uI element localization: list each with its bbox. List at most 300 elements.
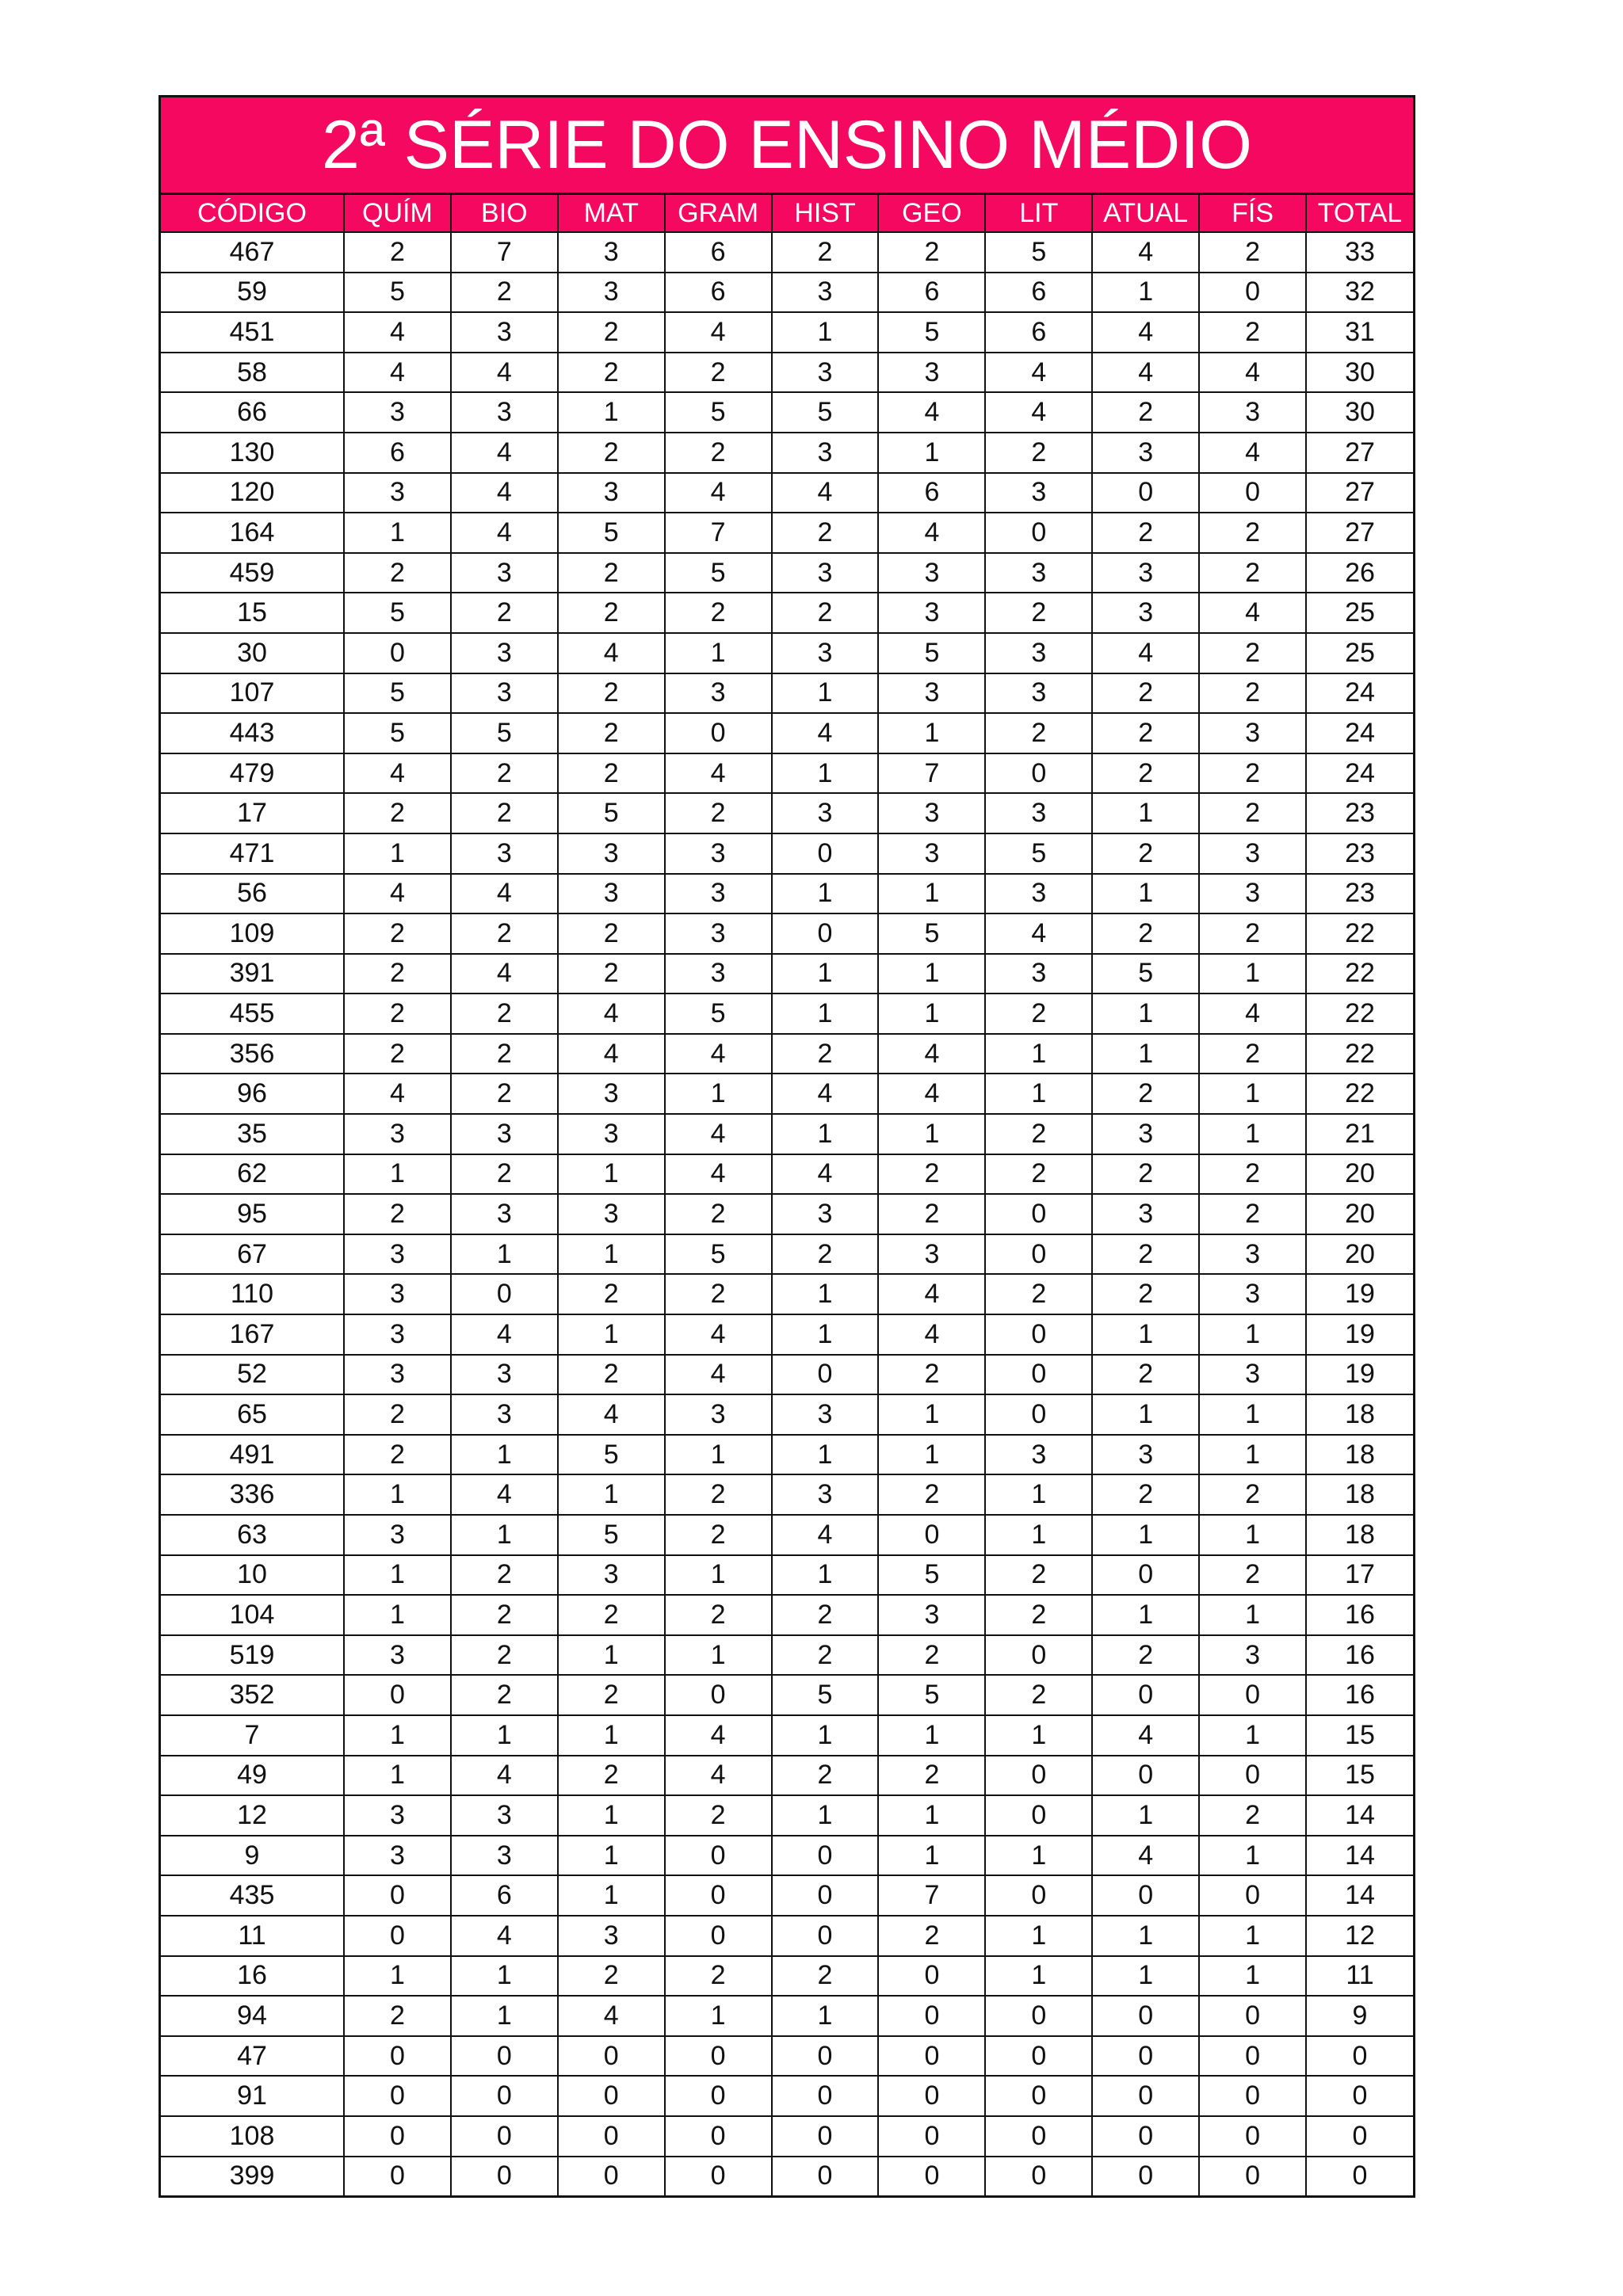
score-cell: 4 <box>878 1274 985 1314</box>
score-cell: 5 <box>344 593 451 633</box>
table-row <box>161 1114 1413 1154</box>
score-cell: 2 <box>1199 1154 1306 1195</box>
score-cell: 2 <box>665 793 772 833</box>
score-cell: 1 <box>344 1555 451 1596</box>
score-cell: 4 <box>878 513 985 553</box>
score-cell: 2 <box>451 1555 558 1596</box>
score-cell: 3 <box>558 473 665 513</box>
score-cell: 3 <box>558 1916 665 1956</box>
score-cell: 1 <box>878 994 985 1034</box>
score-cell: 1 <box>878 1435 985 1475</box>
score-cell: 0 <box>878 1515 985 1555</box>
score-cell: 0 <box>1092 1756 1199 1796</box>
score-cell: 2 <box>558 954 665 994</box>
score-cell: 3 <box>451 312 558 353</box>
score-cell: 16 <box>1306 1595 1413 1635</box>
score-cell: 1 <box>1199 1956 1306 1997</box>
score-cell: 5 <box>878 913 985 954</box>
score-cell: 2 <box>878 1756 985 1796</box>
score-cell: 3 <box>878 353 985 393</box>
column-header: FÍS <box>1199 195 1306 232</box>
score-cell: 3 <box>344 392 451 433</box>
score-cell: 3 <box>344 1836 451 1876</box>
score-cell: 3 <box>451 553 558 593</box>
score-cell: 5 <box>558 793 665 833</box>
score-cell: 1 <box>985 1515 1092 1555</box>
score-cell: 3 <box>1199 713 1306 753</box>
score-cell: 0 <box>1306 2036 1413 2077</box>
score-cell: 0 <box>451 2036 558 2077</box>
score-cell: 2 <box>985 1555 1092 1596</box>
score-cell: 2 <box>985 433 1092 473</box>
score-cell: 3 <box>451 833 558 874</box>
table-row <box>161 1635 1413 1676</box>
score-cell: 2 <box>451 913 558 954</box>
score-cell: 1 <box>344 1154 451 1195</box>
score-cell: 0 <box>1199 273 1306 313</box>
score-cell: 3 <box>451 673 558 714</box>
code-cell: 12 <box>161 1795 344 1836</box>
table-row <box>161 273 1413 313</box>
score-cell: 3 <box>451 1114 558 1154</box>
score-cell: 0 <box>344 2036 451 2077</box>
score-cell: 1 <box>985 1836 1092 1876</box>
table-row <box>161 954 1413 994</box>
score-cell: 16 <box>1306 1635 1413 1676</box>
score-cell: 27 <box>1306 433 1413 473</box>
score-cell: 0 <box>772 1916 879 1956</box>
score-cell: 4 <box>878 1314 985 1355</box>
score-cell: 3 <box>344 1635 451 1676</box>
code-cell: 30 <box>161 633 344 673</box>
score-cell: 2 <box>1199 1555 1306 1596</box>
score-cell: 3 <box>344 473 451 513</box>
score-cell: 2 <box>1092 1474 1199 1515</box>
score-cell: 2 <box>1199 1795 1306 1836</box>
score-cell: 4 <box>558 994 665 1034</box>
score-cell: 2 <box>985 713 1092 753</box>
score-cell: 2 <box>344 1996 451 2036</box>
score-cell: 0 <box>985 1314 1092 1355</box>
score-cell: 1 <box>878 433 985 473</box>
column-header: QUÍM <box>344 195 451 232</box>
score-cell: 6 <box>985 312 1092 353</box>
score-cell: 1 <box>558 1875 665 1916</box>
score-cell: 1 <box>1092 994 1199 1034</box>
score-cell: 18 <box>1306 1515 1413 1555</box>
score-cell: 1 <box>558 1234 665 1275</box>
score-cell: 3 <box>772 1194 879 1234</box>
score-cell: 0 <box>772 2157 879 2196</box>
column-header: CÓDIGO <box>161 195 344 232</box>
score-cell: 3 <box>558 874 665 914</box>
score-cell: 3 <box>878 1595 985 1635</box>
score-cell: 2 <box>1199 1034 1306 1074</box>
score-cell: 5 <box>558 1435 665 1475</box>
score-cell: 1 <box>772 1314 879 1355</box>
score-cell: 3 <box>558 1074 665 1114</box>
score-cell: 2 <box>451 1635 558 1676</box>
score-cell: 4 <box>772 473 879 513</box>
score-cell: 0 <box>558 2036 665 2077</box>
score-cell: 2 <box>1199 232 1306 273</box>
score-cell: 3 <box>1199 1274 1306 1314</box>
score-cell: 0 <box>985 1394 1092 1435</box>
table-row <box>161 1435 1413 1475</box>
score-cell: 3 <box>665 954 772 994</box>
score-cell: 4 <box>1092 312 1199 353</box>
score-cell: 0 <box>878 2157 985 2196</box>
score-cell: 0 <box>772 1875 879 1916</box>
code-cell: 49 <box>161 1756 344 1796</box>
score-cell: 2 <box>985 994 1092 1034</box>
score-cell: 1 <box>878 1114 985 1154</box>
score-cell: 1 <box>451 1996 558 2036</box>
score-cell: 3 <box>772 1474 879 1515</box>
table-row <box>161 1756 1413 1796</box>
score-cell: 3 <box>878 1234 985 1275</box>
score-cell: 3 <box>772 793 879 833</box>
score-cell: 0 <box>665 1875 772 1916</box>
score-cell: 5 <box>344 273 451 313</box>
score-cell: 0 <box>665 713 772 753</box>
score-cell: 4 <box>665 1114 772 1154</box>
score-cell: 3 <box>451 633 558 673</box>
score-cell: 3 <box>772 633 879 673</box>
score-cell: 1 <box>878 1394 985 1435</box>
score-cell: 1 <box>558 1795 665 1836</box>
score-cell: 2 <box>772 232 879 273</box>
score-cell: 3 <box>1092 1435 1199 1475</box>
score-cell: 30 <box>1306 392 1413 433</box>
table-row <box>161 913 1413 954</box>
score-cell: 12 <box>1306 1916 1413 1956</box>
score-cell: 1 <box>772 673 879 714</box>
score-cell: 2 <box>665 1595 772 1635</box>
score-cell: 2 <box>344 1194 451 1234</box>
sheet-title: 2ª SÉRIE DO ENSINO MÉDIO <box>161 97 1413 195</box>
score-cell: 24 <box>1306 713 1413 753</box>
score-cell: 1 <box>878 954 985 994</box>
table-row <box>161 1074 1413 1114</box>
score-cell: 2 <box>878 1916 985 1956</box>
score-cell: 2 <box>1199 1474 1306 1515</box>
code-cell: 63 <box>161 1515 344 1555</box>
score-cell: 3 <box>772 273 879 313</box>
score-cell: 4 <box>558 1034 665 1074</box>
score-cell: 0 <box>985 2157 1092 2196</box>
score-cell: 2 <box>1092 753 1199 794</box>
score-cell: 1 <box>1199 1394 1306 1435</box>
score-cell: 0 <box>1306 2157 1413 2196</box>
score-cell: 22 <box>1306 954 1413 994</box>
score-cell: 0 <box>772 833 879 874</box>
score-cell: 1 <box>1199 1595 1306 1635</box>
score-cell: 2 <box>878 232 985 273</box>
score-cell: 2 <box>558 1595 665 1635</box>
score-cell: 4 <box>1092 633 1199 673</box>
score-cell: 3 <box>1092 433 1199 473</box>
score-cell: 1 <box>558 1635 665 1676</box>
score-cell: 1 <box>558 1474 665 1515</box>
score-cell: 3 <box>558 273 665 313</box>
score-cell: 3 <box>878 593 985 633</box>
code-cell: 108 <box>161 2116 344 2157</box>
score-cell: 1 <box>665 1074 772 1114</box>
score-cell: 1 <box>878 713 985 753</box>
table-row <box>161 232 1413 273</box>
score-cell: 3 <box>451 1355 558 1395</box>
code-cell: 352 <box>161 1675 344 1715</box>
score-cell: 3 <box>665 833 772 874</box>
score-cell: 5 <box>665 392 772 433</box>
score-cell: 2 <box>1199 1194 1306 1234</box>
code-cell: 130 <box>161 433 344 473</box>
score-cell: 5 <box>665 1234 772 1275</box>
score-cell: 2 <box>451 1154 558 1195</box>
score-cell: 4 <box>451 433 558 473</box>
score-cell: 2 <box>985 1114 1092 1154</box>
score-cell: 2 <box>878 1194 985 1234</box>
code-cell: 399 <box>161 2157 344 2196</box>
table-row <box>161 1555 1413 1596</box>
score-cell: 0 <box>1199 1875 1306 1916</box>
score-cell: 1 <box>772 1435 879 1475</box>
score-cell: 0 <box>1092 1675 1199 1715</box>
score-cell: 2 <box>558 1756 665 1796</box>
score-cell: 4 <box>344 753 451 794</box>
score-cell: 4 <box>451 874 558 914</box>
score-cell: 1 <box>985 1474 1092 1515</box>
score-cell: 1 <box>558 1836 665 1876</box>
score-cell: 0 <box>1199 1756 1306 1796</box>
column-header: ATUAL <box>1092 195 1199 232</box>
table-row <box>161 1355 1413 1395</box>
score-cell: 4 <box>451 473 558 513</box>
score-cell: 1 <box>1199 1515 1306 1555</box>
code-cell: 52 <box>161 1355 344 1395</box>
score-cell: 2 <box>344 994 451 1034</box>
score-cell: 2 <box>451 1675 558 1715</box>
score-cell: 4 <box>665 473 772 513</box>
code-cell: 459 <box>161 553 344 593</box>
score-cell: 2 <box>1092 1355 1199 1395</box>
score-cell: 0 <box>1199 1996 1306 2036</box>
code-cell: 451 <box>161 312 344 353</box>
score-cell: 3 <box>772 1394 879 1435</box>
table-row <box>161 593 1413 633</box>
score-cell: 3 <box>451 1194 558 1234</box>
score-cell: 19 <box>1306 1274 1413 1314</box>
score-cell: 4 <box>772 1515 879 1555</box>
score-cell: 4 <box>665 1034 772 1074</box>
score-cell: 2 <box>665 1956 772 1997</box>
score-cell: 1 <box>1199 1836 1306 1876</box>
score-cell: 0 <box>985 1996 1092 2036</box>
score-cell: 0 <box>985 1635 1092 1676</box>
score-cell: 4 <box>1092 232 1199 273</box>
score-cell: 2 <box>451 1034 558 1074</box>
code-cell: 167 <box>161 1314 344 1355</box>
score-cell: 1 <box>772 1996 879 2036</box>
score-cell: 0 <box>558 2157 665 2196</box>
score-cell: 23 <box>1306 874 1413 914</box>
score-cell: 0 <box>1199 473 1306 513</box>
score-cell: 20 <box>1306 1194 1413 1234</box>
score-cell: 1 <box>558 1314 665 1355</box>
score-cell: 7 <box>665 513 772 553</box>
score-cell: 4 <box>665 1756 772 1796</box>
score-cell: 2 <box>1092 1154 1199 1195</box>
score-cell: 3 <box>1092 1114 1199 1154</box>
score-cell: 3 <box>558 1555 665 1596</box>
score-cell: 1 <box>451 1234 558 1275</box>
score-cell: 4 <box>344 874 451 914</box>
table-row <box>161 793 1413 833</box>
code-cell: 491 <box>161 1435 344 1475</box>
score-cell: 0 <box>985 2116 1092 2157</box>
score-cell: 0 <box>1092 2116 1199 2157</box>
code-cell: 107 <box>161 673 344 714</box>
score-cell: 1 <box>1092 1394 1199 1435</box>
score-cell: 0 <box>344 2116 451 2157</box>
table-row <box>161 513 1413 553</box>
score-cell: 1 <box>1199 954 1306 994</box>
score-cell: 2 <box>344 232 451 273</box>
score-cell: 2 <box>558 1956 665 1997</box>
code-cell: 91 <box>161 2076 344 2116</box>
score-cell: 4 <box>1092 353 1199 393</box>
score-cell: 1 <box>1199 1715 1306 1756</box>
code-cell: 455 <box>161 994 344 1034</box>
score-cell: 2 <box>665 1274 772 1314</box>
score-cell: 5 <box>772 392 879 433</box>
table-row <box>161 2157 1413 2196</box>
table-row <box>161 1675 1413 1715</box>
score-cell: 5 <box>985 833 1092 874</box>
score-cell: 1 <box>772 1795 879 1836</box>
table-row <box>161 1836 1413 1876</box>
score-cell: 7 <box>878 1875 985 1916</box>
score-cell: 3 <box>665 1394 772 1435</box>
score-cell: 33 <box>1306 232 1413 273</box>
code-cell: 66 <box>161 392 344 433</box>
code-cell: 519 <box>161 1635 344 1676</box>
score-cell: 0 <box>772 1355 879 1395</box>
score-cell: 0 <box>1199 1675 1306 1715</box>
table-row <box>161 1595 1413 1635</box>
score-cell: 2 <box>1199 673 1306 714</box>
score-cell: 3 <box>772 353 879 393</box>
column-header: GEO <box>878 195 985 232</box>
score-cell: 1 <box>665 1435 772 1475</box>
score-cell: 1 <box>451 1956 558 1997</box>
score-cell: 1 <box>1092 793 1199 833</box>
score-cell: 22 <box>1306 913 1413 954</box>
score-cell: 2 <box>772 1034 879 1074</box>
score-cell: 5 <box>878 1555 985 1596</box>
table-row <box>161 1234 1413 1275</box>
score-cell: 1 <box>1092 1916 1199 1956</box>
code-cell: 471 <box>161 833 344 874</box>
score-cell: 2 <box>665 593 772 633</box>
score-cell: 0 <box>451 2157 558 2196</box>
score-cell: 1 <box>1199 1114 1306 1154</box>
score-cell: 2 <box>451 1595 558 1635</box>
table-row <box>161 353 1413 393</box>
score-cell: 3 <box>1199 1635 1306 1676</box>
score-cell: 1 <box>665 633 772 673</box>
score-cell: 0 <box>344 2076 451 2116</box>
score-cell: 0 <box>344 2157 451 2196</box>
table-row <box>161 1916 1413 1956</box>
score-cell: 2 <box>558 433 665 473</box>
table-row <box>161 1474 1413 1515</box>
score-cell: 7 <box>451 232 558 273</box>
score-cell: 1 <box>772 994 879 1034</box>
score-cell: 2 <box>558 913 665 954</box>
score-cell: 2 <box>878 1635 985 1676</box>
score-cell: 4 <box>665 1154 772 1195</box>
score-cell: 4 <box>558 633 665 673</box>
score-cell: 1 <box>772 874 879 914</box>
code-cell: 109 <box>161 913 344 954</box>
score-cell: 0 <box>1092 1875 1199 1916</box>
score-cell: 2 <box>451 273 558 313</box>
score-cell: 15 <box>1306 1756 1413 1796</box>
score-cell: 6 <box>665 273 772 313</box>
score-cell: 3 <box>1092 593 1199 633</box>
score-cell: 2 <box>1092 1074 1199 1114</box>
score-cell: 1 <box>772 1114 879 1154</box>
score-cell: 3 <box>1199 392 1306 433</box>
score-cell: 1 <box>344 833 451 874</box>
column-header: TOTAL <box>1306 195 1413 232</box>
score-cell: 2 <box>772 1234 879 1275</box>
score-cell: 30 <box>1306 353 1413 393</box>
score-cell: 20 <box>1306 1234 1413 1275</box>
score-cell: 4 <box>451 513 558 553</box>
score-cell: 1 <box>1199 1916 1306 1956</box>
score-cell: 2 <box>451 753 558 794</box>
score-cell: 1 <box>1092 273 1199 313</box>
score-cell: 0 <box>1199 2116 1306 2157</box>
code-cell: 67 <box>161 1234 344 1275</box>
score-cell: 0 <box>344 1875 451 1916</box>
score-cell: 1 <box>1092 1034 1199 1074</box>
score-cell: 3 <box>558 833 665 874</box>
score-cell: 2 <box>1092 713 1199 753</box>
table-row <box>161 713 1413 753</box>
score-cell: 22 <box>1306 1074 1413 1114</box>
table-row <box>161 1034 1413 1074</box>
score-cell: 0 <box>451 1274 558 1314</box>
score-cell: 1 <box>878 1715 985 1756</box>
score-cell: 0 <box>665 1836 772 1876</box>
score-cell: 0 <box>1199 2076 1306 2116</box>
score-cell: 21 <box>1306 1114 1413 1154</box>
score-cell: 1 <box>1092 1515 1199 1555</box>
score-cell: 2 <box>772 513 879 553</box>
score-cell: 3 <box>985 553 1092 593</box>
score-cell: 2 <box>558 312 665 353</box>
table-row <box>161 1715 1413 1756</box>
column-header: LIT <box>985 195 1092 232</box>
code-cell: 336 <box>161 1474 344 1515</box>
score-cell: 23 <box>1306 793 1413 833</box>
score-cell: 2 <box>451 593 558 633</box>
score-cell: 4 <box>1092 1715 1199 1756</box>
